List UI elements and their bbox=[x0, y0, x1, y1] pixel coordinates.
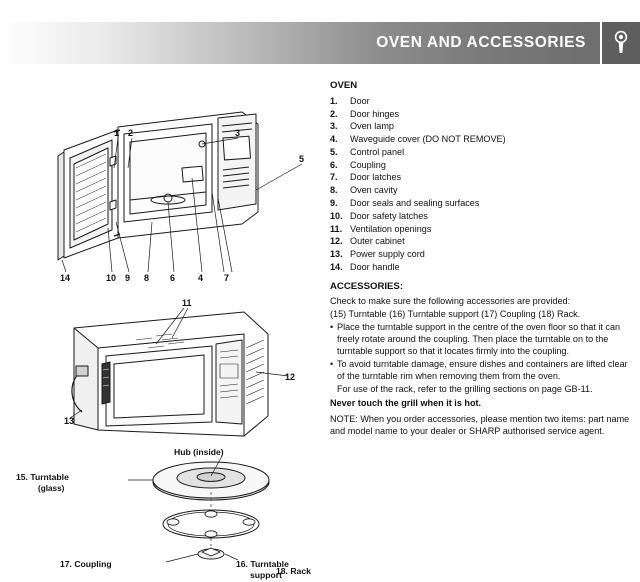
list-item bbox=[330, 223, 630, 235]
list-item bbox=[330, 358, 630, 382]
list-item bbox=[330, 248, 630, 260]
hub-label: Hub (inside) bbox=[174, 447, 224, 457]
part-number: 11. bbox=[330, 223, 343, 234]
bullet-dot: • bbox=[330, 321, 334, 332]
list-item bbox=[330, 171, 630, 183]
part-label: Control panel bbox=[350, 146, 405, 157]
oven-heading: OVEN bbox=[330, 80, 358, 91]
list-item bbox=[330, 210, 630, 222]
list-item bbox=[330, 235, 630, 247]
part-number: 6. bbox=[330, 159, 338, 170]
part-label: Coupling bbox=[350, 159, 386, 170]
callout-13: 13 bbox=[64, 416, 75, 426]
turntable-support-label-2: support bbox=[250, 570, 282, 580]
part-label: Door handle bbox=[350, 261, 400, 272]
part-number: 3. bbox=[330, 121, 338, 132]
part-label: Door seals and sealing surfaces bbox=[350, 198, 480, 208]
part-number: 8. bbox=[330, 185, 338, 196]
callout-3: 3 bbox=[235, 128, 241, 138]
turntable-label: 15. Turntable bbox=[16, 472, 69, 482]
order-note: NOTE: When you order accessories, please mention two items: part name and model name to your dealer or SHARP authorised service agent. bbox=[330, 413, 630, 436]
grill-warning: Never touch the grill when it is hot. bbox=[330, 397, 482, 408]
flashlight-icon bbox=[600, 22, 640, 64]
part-number: 4. bbox=[330, 134, 338, 145]
rack-label: 18. Rack bbox=[276, 566, 311, 576]
part-number: 12. bbox=[330, 236, 343, 247]
list-item bbox=[330, 159, 630, 171]
part-number: 9. bbox=[330, 198, 338, 208]
part-label: Door latches bbox=[350, 172, 402, 183]
callout-4: 4 bbox=[198, 273, 204, 283]
accessories-provided: (15) Turntable (16) Turntable support (17) Coupling (18) Rack. bbox=[330, 308, 581, 319]
oven-diagram bbox=[6, 72, 324, 577]
bullet-dot: • bbox=[330, 359, 334, 370]
part-number: 14. bbox=[330, 261, 343, 272]
coupling-label: 17. Coupling bbox=[60, 559, 112, 569]
part-number: 2. bbox=[330, 108, 338, 119]
rack-usage-note: For use of the rack, refer to the grilling sections on page GB-11. bbox=[337, 384, 593, 395]
callout-11: 11 bbox=[182, 298, 192, 308]
callout-12: 12 bbox=[285, 372, 296, 382]
list-item bbox=[330, 261, 630, 273]
part-label: Outer cabinet bbox=[350, 236, 405, 247]
list-item bbox=[330, 133, 630, 145]
part-number: 5. bbox=[330, 146, 338, 157]
list-item bbox=[330, 321, 630, 357]
part-label: Door bbox=[350, 95, 370, 106]
bullet-text: To avoid turntable damage, ensure dishes and containers are lifted clear of the turntable rim when removing them from the oven. bbox=[337, 359, 628, 382]
page-header bbox=[0, 22, 640, 64]
callout-8: 8 bbox=[144, 273, 150, 283]
page-title: OVEN AND ACCESSORIES bbox=[376, 34, 586, 51]
list-item bbox=[330, 146, 630, 158]
part-label: Power supply cord bbox=[350, 249, 425, 260]
list-item bbox=[330, 95, 630, 107]
callout-1: 1 bbox=[114, 128, 120, 138]
header-banner bbox=[0, 22, 600, 64]
part-label: Oven lamp bbox=[350, 121, 394, 132]
part-label: Oven cavity bbox=[350, 185, 398, 196]
part-number: 13. bbox=[330, 249, 343, 260]
callout-14: 14 bbox=[60, 273, 71, 283]
bullet-text: Place the turntable support in the centre of the oven floor so that it can freely rotate around the coupling. Then place the turntable on to the turntable support so that it locates firmly into the coupling. bbox=[337, 321, 621, 357]
callout-10: 10 bbox=[106, 273, 117, 283]
callout-9: 9 bbox=[125, 273, 131, 283]
oven-parts-list bbox=[330, 95, 630, 273]
callout-2: 2 bbox=[128, 128, 134, 138]
callout-6: 6 bbox=[170, 273, 176, 283]
list-item bbox=[330, 108, 630, 120]
part-label: Waveguide cover (DO NOT REMOVE) bbox=[350, 134, 506, 145]
illustration-panel bbox=[6, 72, 324, 580]
list-item bbox=[330, 197, 630, 209]
turntable-sublabel: (glass) bbox=[38, 484, 65, 493]
turntable-support-label: 16. Turntable bbox=[236, 559, 289, 569]
part-label: Ventilation openings bbox=[350, 223, 432, 234]
part-number: 10. bbox=[330, 210, 343, 221]
callout-7: 7 bbox=[224, 273, 230, 283]
text-panel bbox=[330, 80, 630, 438]
part-label: Door hinges bbox=[350, 108, 400, 119]
callout-5: 5 bbox=[299, 154, 305, 164]
list-item bbox=[330, 120, 630, 132]
accessories-intro: Check to make sure the following accessories are provided: bbox=[330, 295, 571, 306]
accessories-heading: ACCESSORIES: bbox=[330, 281, 404, 292]
part-number: 7. bbox=[330, 172, 338, 183]
part-number: 1. bbox=[330, 95, 338, 106]
accessories-bullets bbox=[330, 321, 630, 382]
part-label: Door safety latches bbox=[350, 210, 428, 221]
list-item bbox=[330, 184, 630, 196]
